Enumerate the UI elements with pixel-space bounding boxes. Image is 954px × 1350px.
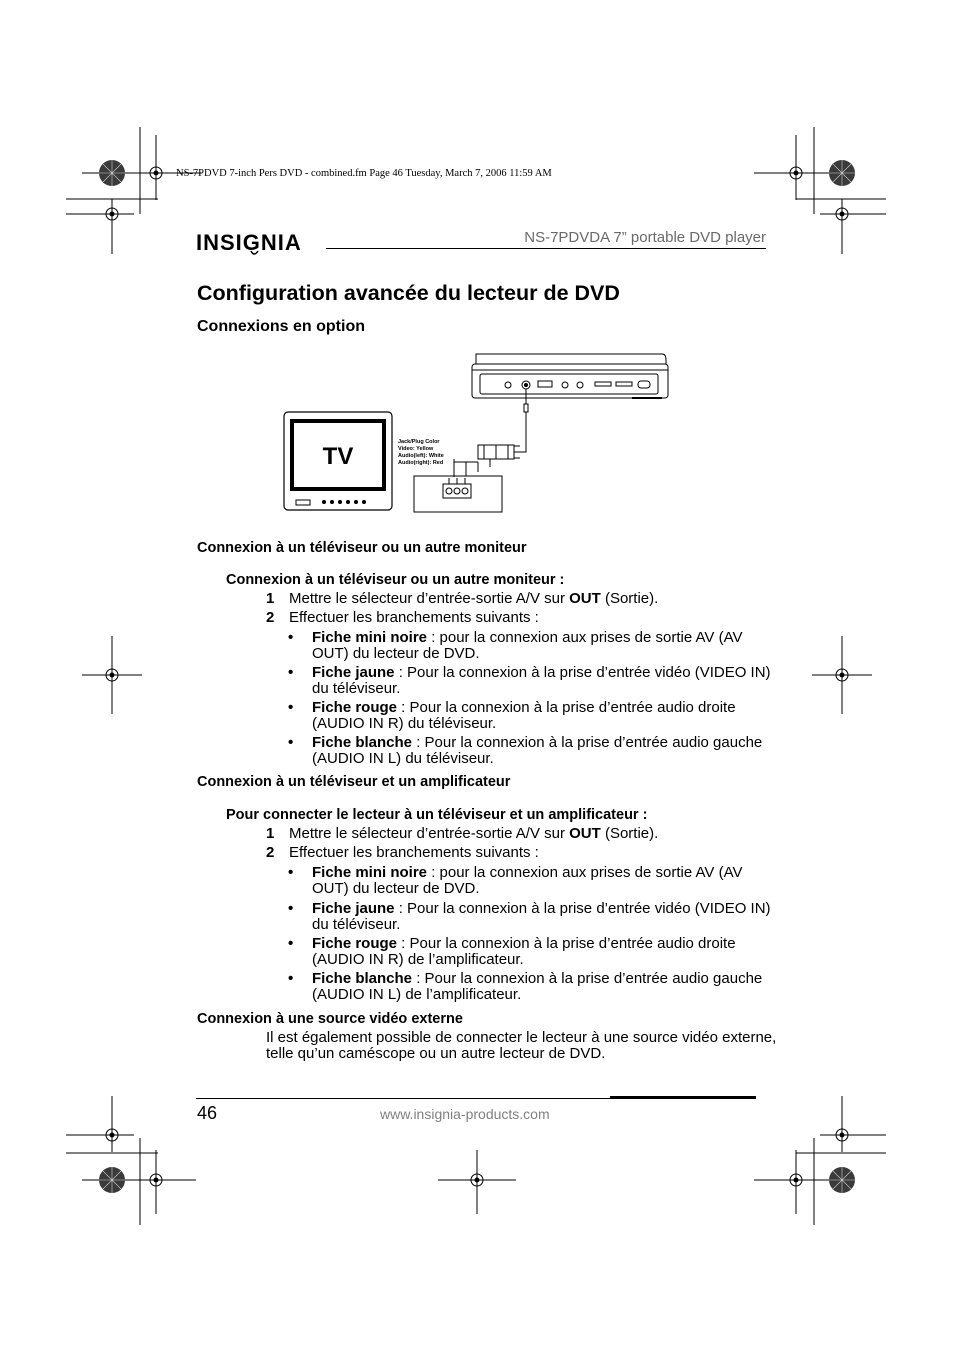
bullet-item: • Fiche blanche : Pour la connexion à la prise d’entrée audio gauche (AUDIO IN L) du téléviseur. xyxy=(288,734,763,767)
legend-title: Jack/Plug Color xyxy=(398,439,440,445)
header-rule xyxy=(326,248,766,249)
subtitle-external-source: Connexion à une source vidéo externe xyxy=(197,1011,463,1027)
subtitle-tv: Connexion à un téléviseur ou un autre moniteur xyxy=(197,540,527,556)
legend-video: Video: Yellow xyxy=(398,446,434,452)
bullet-item: • Fiche rouge : Pour la connexion à la prise d’entrée audio droite (AUDIO IN R) de l’amplificateur. xyxy=(288,935,736,968)
page-number: 46 xyxy=(197,1103,218,1123)
page-title: Configuration avancée du lecteur de DVD xyxy=(197,281,620,305)
header-product-name: NS-7PDVDA 7” portable DVD player xyxy=(524,229,766,246)
bullet-item: • Fiche mini noire : pour la connexion aux prises de sortie AV (AV OUT) du lecteur de DVD. xyxy=(288,629,743,662)
insignia-logo xyxy=(196,228,314,260)
dvd-player-illustration xyxy=(472,354,668,398)
svg-text:INSIGNIA: INSIGNIA xyxy=(196,230,302,255)
connection-diagram xyxy=(280,350,670,518)
step-1: 1 Mettre le sélecteur d’entrée-sortie A/V sur OUT (Sortie). xyxy=(266,825,659,842)
legend-audio-left: Audio(left): White xyxy=(398,453,444,459)
footer-rule-accent xyxy=(610,1096,756,1099)
bullet-item: • Fiche mini noire : pour la connexion aux prises de sortie AV (AV OUT) du lecteur de DVD. xyxy=(288,864,743,897)
external-source-text: Il est également possible de connecter le lecteur à une source vidéo externe, telle qu’un caméscope ou un autre lecteur de DVD. xyxy=(266,1029,777,1062)
step-1: 1 Mettre le sélecteur d’entrée-sortie A/V sur OUT (Sortie). xyxy=(266,590,659,607)
step-2: 2 Effectuer les branchements suivants : xyxy=(266,609,539,626)
bullet-item: • Fiche jaune : Pour la connexion à la prise d’entrée vidéo (VIDEO IN) du téléviseur. xyxy=(288,664,771,697)
footer-url[interactable]: www.insignia-products.com xyxy=(380,1106,550,1122)
section-title: Connexions en option xyxy=(197,318,365,335)
tv-label: TV xyxy=(322,443,354,470)
content xyxy=(197,540,777,1062)
step-2: 2 Effectuer les branchements suivants : xyxy=(266,844,539,861)
legend-audio-right: Audio(right): Red xyxy=(398,460,444,466)
subtitle-amplifier: Connexion à un téléviseur et un amplificateur xyxy=(197,774,511,790)
bullet-item: • Fiche rouge : Pour la connexion à la prise d’entrée audio droite (AUDIO IN R) du téléviseur. xyxy=(288,699,736,732)
procedure-amplifier: Pour connecter le lecteur à un téléviseur et un amplificateur : xyxy=(226,807,648,823)
bullet-item: • Fiche jaune : Pour la connexion à la prise d’entrée vidéo (VIDEO IN) du téléviseur. xyxy=(288,900,771,933)
print-header: NS-7PDVD 7-inch Pers DVD - combined.fm Page 46 Tuesday, March 7, 2006 11:59 AM xyxy=(176,168,552,179)
procedure-tv: Connexion à un téléviseur ou un autre moniteur : xyxy=(226,572,565,588)
bullet-item: • Fiche blanche : Pour la connexion à la prise d’entrée audio gauche (AUDIO IN L) de l’amplificateur. xyxy=(288,970,763,1003)
